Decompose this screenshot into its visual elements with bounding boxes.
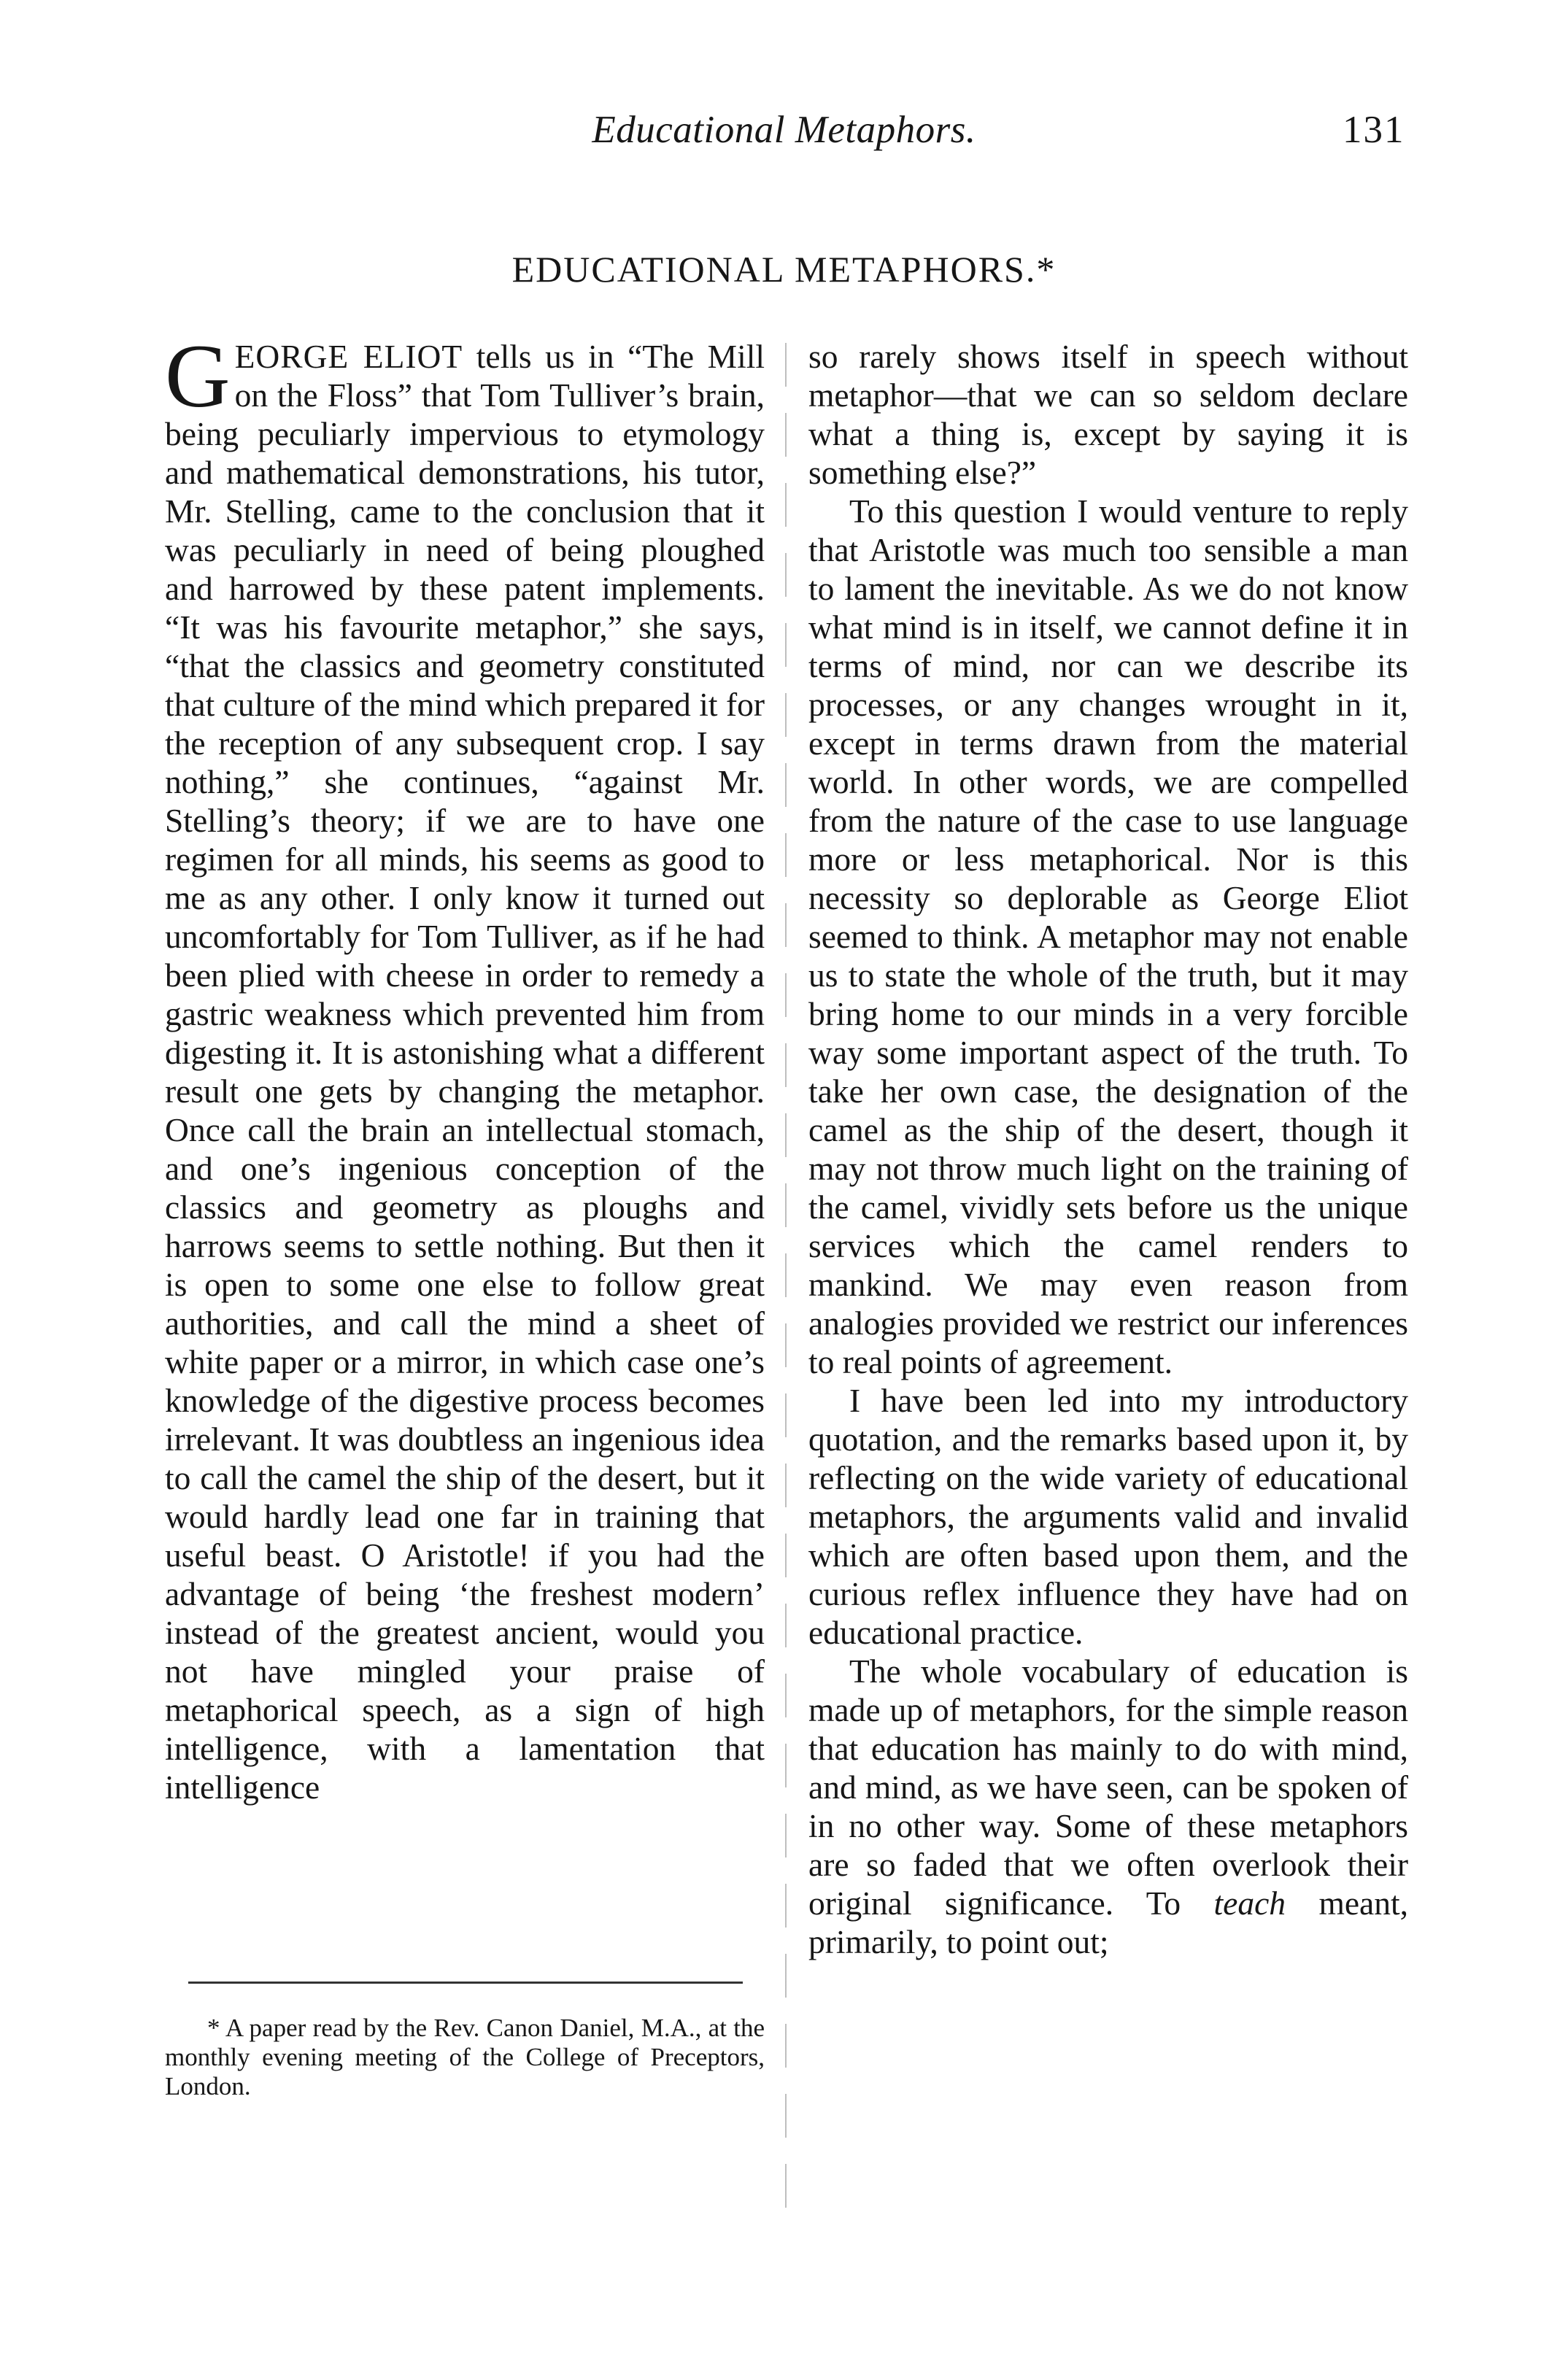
running-title: Educational Metaphors. xyxy=(592,109,976,151)
paragraph-introductory-quotation: I have been led into my introductory quotation, and the remarks based upon it, by reflecting on the wide variety of educational metaphors, the arguments valid and invalid which are often based upon them, and the curious reflex influence they have had on educational practice. xyxy=(808,1382,1408,1651)
opening-caps: EORGE ELIOT xyxy=(234,338,463,375)
running-header xyxy=(0,108,1568,166)
left-column-text: tells us in “The Mill on the Floss” that Tom Tulliver’s brain, being peculiarly impervious to etymology and mathematical demonstrations, his tutor, Mr. Stelling, came to the conclusion that it was peculiarly in need of being ploughed and harrowed by these patent implements. “It was his favourite metaphor,” she says, “that the classics and geometry constituted that culture of the mind which prepared it for the reception of any subsequent crop. I say nothing,” she continues, “against Mr. Stelling’s theory; if we are to have one regimen for all minds, his seems as good to me as any other. I only know it turned out uncomfortably for Tom Tulliver, as if he had been plied with cheese in order to remedy a gastric weakness which prevented him from digesting it. It is astonishing what a different result one gets by changing the metaphor. Once call the brain an intellectual stomach, and one’s ingenious conception of the classics and geometry as ploughs and harrows seems to settle nothing. But then it is open to some one else to follow great authorities, and call the mind a sheet of white paper or a mirror, in which case one’s knowledge of the digestive process becomes irrelevant. It was doubtless an ingenious idea to call the camel the ship of the desert, but it would hardly lead one far in training that useful beast. O Aristotle! if you had the advantage of being ‘the freshest modern’ instead of the greatest ancient, would you not have mingled your praise of metaphorical speech, as a sign of high intelligence, with a lamentation that intelligence xyxy=(165,338,765,1806)
opening-paragraph xyxy=(165,326,765,1806)
footnote: * A paper read by the Rev. Canon Daniel, M.A., at the monthly evening meeting of the College of Preceptors, London. xyxy=(165,2014,765,2100)
vocabulary-text-end: meant, primarily, to point out; xyxy=(808,1884,1408,1960)
italic-word-teach: teach xyxy=(1213,1884,1286,1922)
paragraph-continuation: so rarely shows itself in speech without metaphor—that we can so seldom declare what a thing is, except by saying it is something else?” xyxy=(808,338,1408,491)
footnote-rule xyxy=(188,1982,743,1984)
paragraph-vocabulary xyxy=(808,1652,1408,1961)
right-column xyxy=(808,337,1408,1961)
article-title: EDUCATIONAL METAPHORS.* xyxy=(511,249,1057,290)
column-divider xyxy=(785,343,787,2218)
drop-cap: G xyxy=(165,326,231,426)
left-column xyxy=(165,326,765,1806)
page-number: 131 xyxy=(1343,109,1405,151)
vocabulary-text: The whole vocabulary of education is made up of metaphors, for the simple reason that education has mainly to do with mind, and mind, as we have seen, can be spoken of in no other way. Some of these metaphors are so faded that we often overlook their original significance. To xyxy=(808,1652,1408,1922)
paragraph-aristotle-reply: To this question I would venture to reply that Aristotle was much too sensible a man to lament the inevitable. As we do not know what mind is in itself, we cannot define it in terms of mind, nor can we describe its processes, or any changes wrought in it, except in terms drawn from the material world. In other words, we are compelled from the nature of the case to use language more or less metaphorical. Nor is this necessity so deplorable as George Eliot seemed to think. A metaphor may not enable us to state the whole of the truth, but it may bring home to our minds in a very forcible way some important aspect of the truth. To take her own case, the designation of the camel as the ship of the desert, though it may not throw much light on the training of the camel, vividly sets before us the unique services which the camel renders to mankind. We may even reason from analogies provided we restrict our inferences to real points of agreement. xyxy=(808,492,1408,1380)
